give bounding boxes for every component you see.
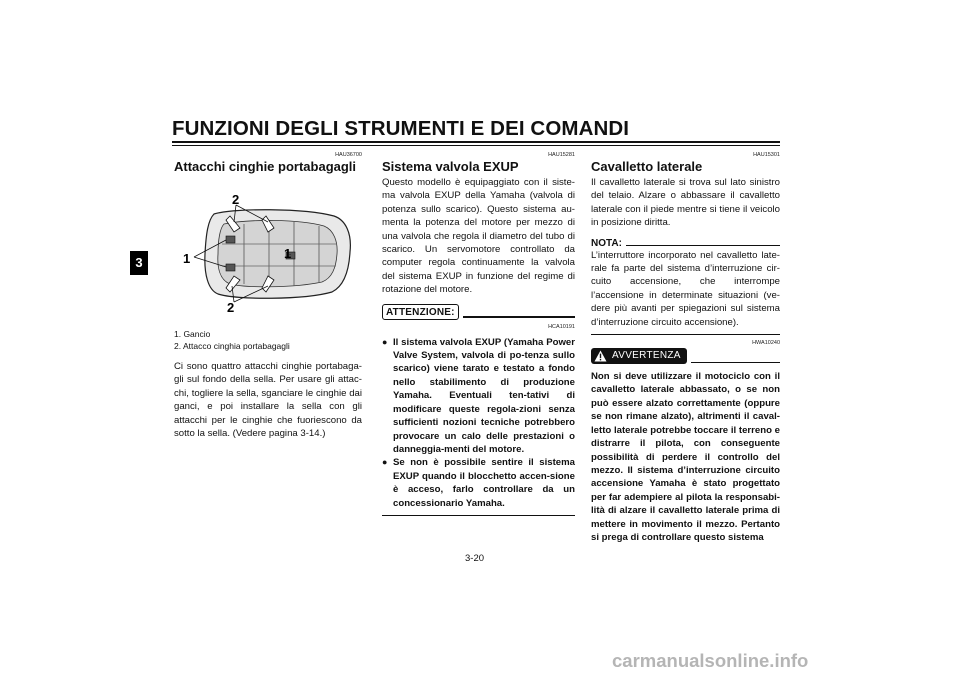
attention-label: ATTENZIONE: [382, 304, 459, 320]
page-number: 3-20 [465, 553, 485, 564]
watermark: carmanualsonline.info [612, 650, 809, 671]
note-end-rule [591, 334, 780, 335]
section-body: Il cavalletto laterale si trova sul lato sinistro del telaio. Alzare o abbassare il cavalletto laterale con il piede mentre si tiene il veicolo in posizione diritta. [591, 177, 780, 229]
warning-badge [591, 348, 687, 364]
column-luggage-straps [174, 148, 362, 440]
warning-rule [691, 362, 780, 363]
header-rule [172, 141, 780, 143]
section-code: HAU15301 [753, 152, 780, 158]
warning-label: AVVERTENZA [612, 350, 681, 362]
column-exup [382, 148, 575, 516]
warning-triangle-icon [594, 350, 607, 362]
note-header [591, 238, 780, 249]
section-title: Sistema valvola EXUP [382, 159, 519, 174]
figure-label-right: 1 [284, 246, 292, 261]
note-text: L’interruttore incorporato nel cavalletto late-rale fa parte del sistema d’interruzione cir-cuito accensione, che interrompe l’accensione in determinate situazioni (ve-dere più avanti per spiegazioni sul sistema d’interruzione circuito accensione). [591, 249, 780, 328]
header-rule-thin [172, 145, 780, 146]
figure-label-left: 1 [183, 251, 191, 266]
figure-label-top: 2 [232, 194, 240, 207]
attention-bullets [382, 336, 575, 510]
section-title: Cavalletto laterale [591, 159, 703, 174]
warning-text: Non si deve utilizzare il motociclo con il cavalletto laterale abbassato, o se non può essere alzato correttamente (oppure se non rimane alzato), altrimenti il caval-letto laterale potrebbe toccare il terreno e distrarre il pilota, con conseguente possibilità di perdere il controllo del mezzo. Il sistema d’interruzione circuito accensione Yamaha è stato progettato per far adempiere al pilota la responsabi-lità di alzare il cavalletto laterale prima di mettere in movimento il mezzo. Pertanto si prega di controllare questo sistema [591, 371, 780, 543]
note-rule [626, 245, 780, 246]
bullet-dot-icon: ● [382, 336, 388, 347]
section-title: Attacchi cinghie portabagagli [174, 159, 357, 174]
section-code: HAU15281 [548, 152, 575, 158]
figure-label-bottom: 2 [227, 300, 235, 312]
attention-end-rule [382, 515, 575, 517]
seat-underside-figure [174, 194, 362, 312]
seat-illustration [174, 194, 362, 312]
column-sidestand [591, 148, 780, 544]
attention-code: HCA10191 [548, 323, 575, 330]
warning-header [591, 348, 780, 364]
note-label: NOTA: [591, 237, 622, 249]
caption-1: 1. Gancio [174, 329, 211, 339]
attention-rule [463, 316, 575, 317]
warning-code: HWA10240 [752, 340, 780, 347]
section-code: HAU36700 [335, 152, 362, 158]
section-body: Ci sono quattro attacchi cinghie portabaga-gli sul fondo della sella. Per usare gli attac-chi, togliere la sella, sganciare le cinghie dai ganci, e poi installare la sella con gli attacchi per le cinghie che fuoriescono da sotto la sella. (Vedere pagina 3-14.) [174, 361, 362, 440]
chapter-tab: 3 [130, 251, 148, 275]
attention-header [382, 304, 575, 320]
list-item: ● Se non è possibile sentire il sistema EXUP quando il blocchetto accen-sione è acceso, farlo controllare da un concessionario Yamaha. [382, 457, 575, 509]
page-header-title: FUNZIONI DEGLI STRUMENTI E DEI COMANDI [172, 117, 630, 140]
list-item: ● Il sistema valvola EXUP (Yamaha Power Valve System, valvola di po-tenza sullo scarico) viene tarato e testato a fondo nello stabilimento di produzione Yamaha. Eventuali ten-tativi di modificare queste regola-zioni senza sufficienti nozioni tecniche potrebbero provocare un calo delle prestazioni o danneggia-menti del motore. [382, 336, 575, 455]
bullet-dot-icon: ● [382, 457, 388, 468]
caption-2: 2. Attacco cinghia portabagagli [174, 341, 290, 351]
figure-captions [174, 328, 362, 352]
section-body: Questo modello è equipaggiato con il siste-ma valvola EXUP della Yamaha (valvola di potenza sullo scarico). Questo sistema au-menta la potenza del motore per mezzo di una valvola che regola il diametro del tubo di scarico. Un servomotore controllato da computer regola continuamente la valvola del sistema EXUP in funzione del regime di rotazione del motore. [382, 177, 575, 296]
